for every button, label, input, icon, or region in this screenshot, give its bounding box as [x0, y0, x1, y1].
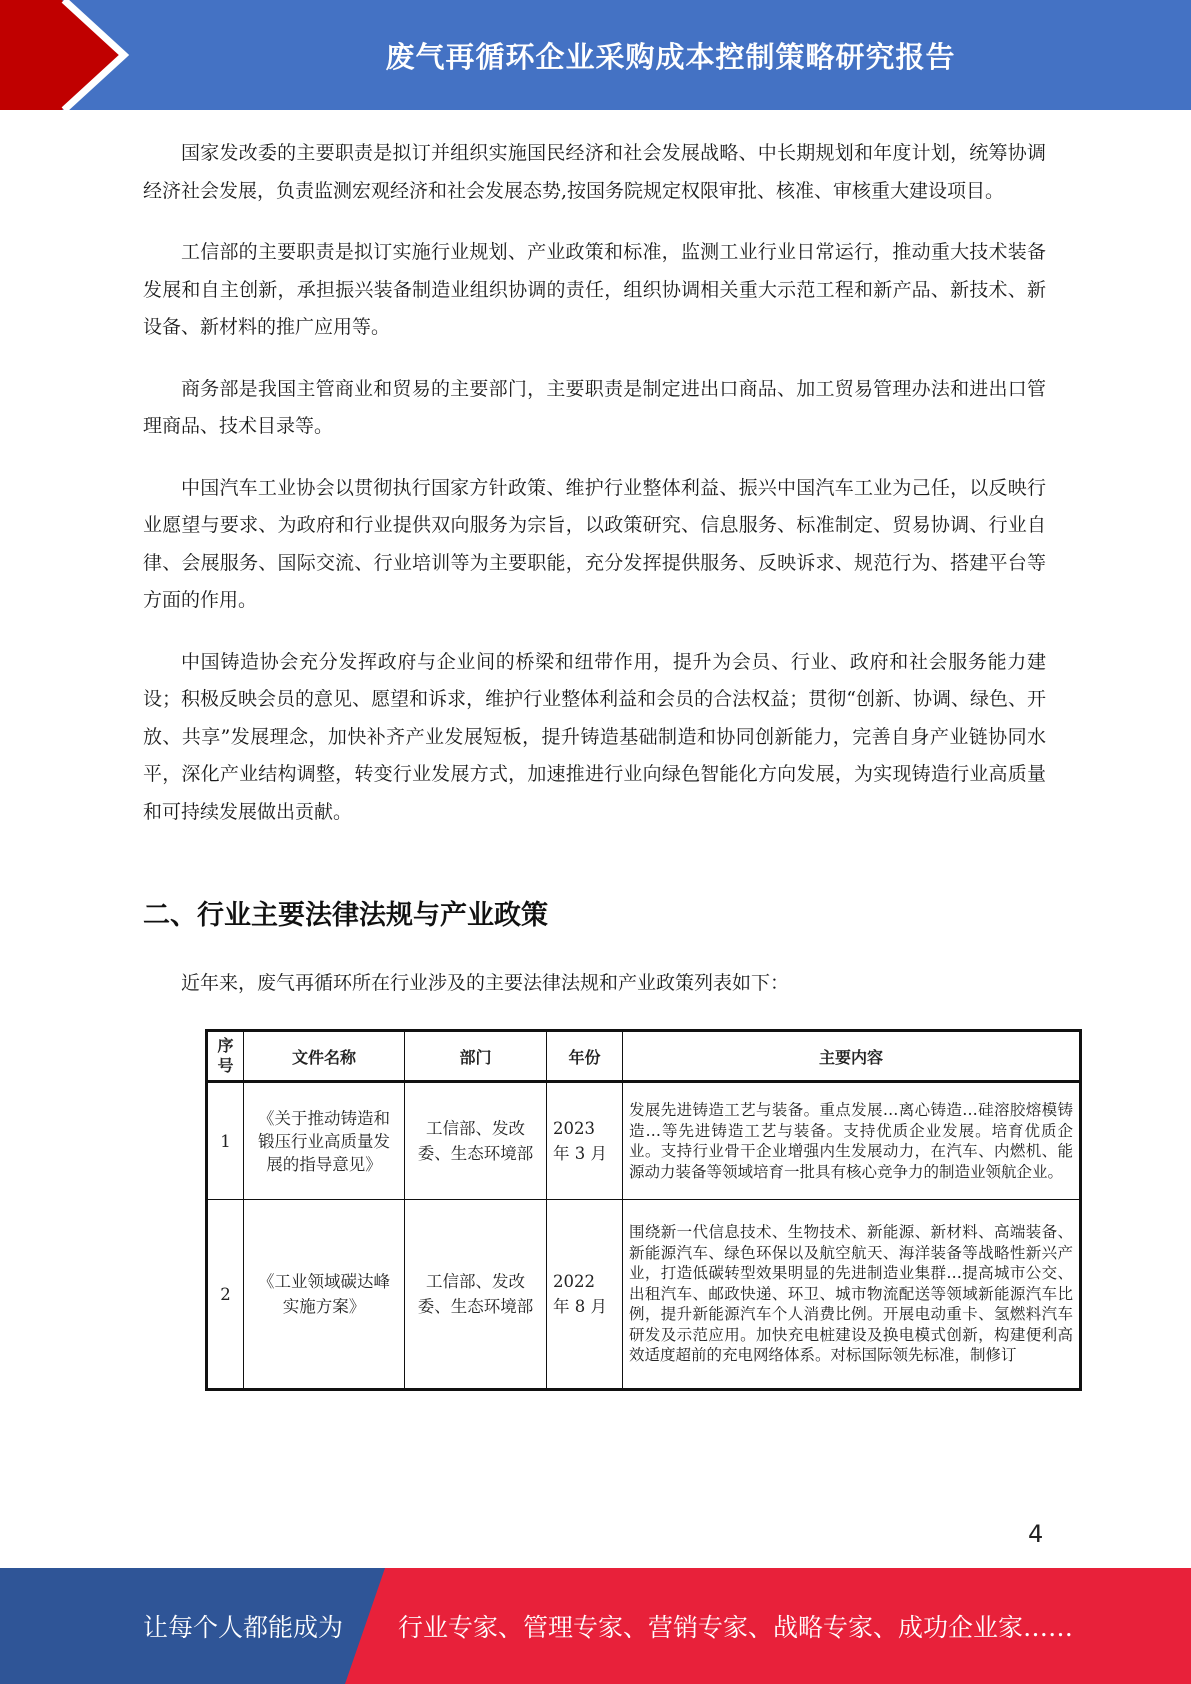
header-dept: 部门	[405, 1031, 547, 1082]
paragraph-miit: 工信部的主要职责是拟订实施行业规划、产业政策和标准，监测工业行业日常运行，推动重大技术装备发展和自主创新，承担振兴装备制造业组织协调的责任，组织协调相关重大示范工程和新产品、新技术、新设备、新材料的推广应用等。	[143, 241, 1046, 338]
paragraph-caam: 中国汽车工业协会以贯彻执行国家方针政策、维护行业整体利益、振兴中国汽车工业为己任，以反映行业愿望与要求、为政府和行业提供双向服务为宗旨，以政策研究、信息服务、标准制定、贸易协调、行业自律、会展服务、国际交流、行业培训等为主要职能，充分发挥提供服务、反映诉求、规范行为、搭建平台等方面的作用。	[143, 476, 1046, 611]
paragraph-mofcom: 商务部是我国主管商业和贸易的主要部门，主要职责是制定进出口商品、加工贸易管理办法和进出口管理商品、技术目录等。	[143, 377, 1046, 437]
cell-content: 发展先进铸造工艺与装备。重点发展…离心铸造…硅溶胶熔模铸造…等先进铸造工艺与装备。支持优质企业发展。培育优质企业。支持行业骨干企业增强内生发展动力，在汽车、内燃机、能源动力装备等领域培育一批具有核心竞争力的制造业领航企业。	[623, 1082, 1081, 1200]
footer-slogan-right: 行业专家、管理专家、营销专家、战略专家、成功企业家……	[398, 1613, 1074, 1642]
header-name: 文件名称	[244, 1031, 405, 1082]
cell-no: 2	[207, 1200, 244, 1390]
cell-name: 《关于推动铸造和锻压行业高质量发展的指导意见》	[244, 1082, 405, 1200]
header-arrow-decoration	[0, 0, 160, 110]
table-header-row	[207, 1031, 1081, 1082]
paragraph-ndrc: 国家发改委的主要职责是拟订并组织实施国民经济和社会发展战略、中长期规划和年度计划，统筹协调经济社会发展，负责监测宏观经济和社会发展态势,按国务院规定权限审批、核准、审核重大建设项目。	[143, 142, 1046, 202]
page-footer	[0, 1568, 1191, 1684]
cell-dept: 工信部、发改委、生态环境部	[405, 1082, 547, 1200]
cell-content: 围绕新一代信息技术、生物技术、新能源、新材料、高端装备、新能源汽车、绿色环保以及航空航天、海洋装备等战略性新兴产业，打造低碳转型效果明显的先进制造业集群…提高城市公交、出租汽车、邮政快递、环卫、城市物流配送等领域新能源汽车比例，提升新能源汽车个人消费比例。开展电动重卡、氢燃料汽车研发及示范应用。加快充电桩建设及换电模式创新，构建便利高效适度超前的充电网络体系。对标国际领先标准，制修订	[623, 1200, 1081, 1390]
cell-name: 《工业领域碳达峰实施方案》	[244, 1200, 405, 1390]
cell-dept: 工信部、发改委、生态环境部	[405, 1200, 547, 1390]
report-title: 废气再循环企业采购成本控制策略研究报告	[385, 39, 956, 74]
section-heading: 二、行业主要法律法规与产业政策	[143, 900, 548, 931]
page-number: 4	[1028, 1520, 1044, 1548]
table-row	[207, 1082, 1081, 1200]
footer-slogan-left: 让每个人都能成为	[143, 1613, 344, 1642]
header-content: 主要内容	[623, 1031, 1081, 1082]
table-row	[207, 1200, 1081, 1390]
table-intro: 近年来，废气再循环所在行业涉及的主要法律法规和产业政策列表如下：	[181, 972, 790, 994]
page-header	[0, 0, 1191, 110]
policy-table	[205, 1029, 1082, 1391]
paragraph-cfa: 中国铸造协会充分发挥政府与企业间的桥梁和纽带作用，提升为会员、行业、政府和社会服务能力建设；积极反映会员的意见、愿望和诉求，维护行业整体利益和会员的合法权益；贯彻“创新、协调、绿色、开放、共享”发展理念，加快补齐产业发展短板，提升铸造基础制造和协同创新能力，完善自身产业链协同水平，深化产业结构调整，转变行业发展方式，加速推进行业向绿色智能化方向发展，为实现铸造行业高质量和可持续发展做出贡献。	[143, 650, 1046, 823]
cell-no: 1	[207, 1082, 244, 1200]
cell-year: 2022 年 8 月	[547, 1200, 623, 1390]
header-no: 序号	[207, 1031, 244, 1082]
header-year: 年份	[547, 1031, 623, 1082]
body-text	[143, 135, 1046, 855]
policy-table-wrap	[205, 1029, 1079, 1386]
cell-year: 2023 年 3 月	[547, 1082, 623, 1200]
